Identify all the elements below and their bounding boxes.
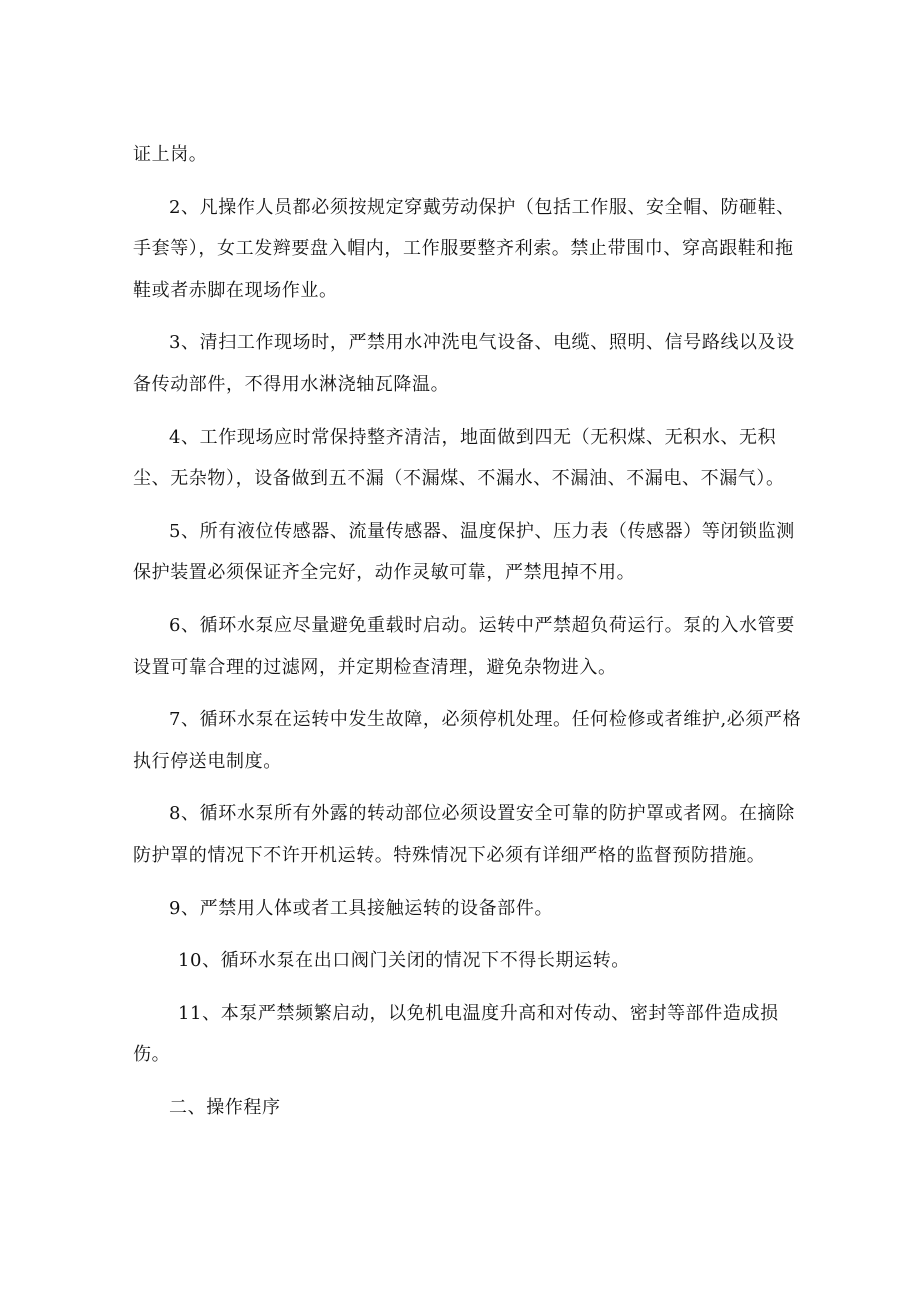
body-text <box>133 134 803 1139</box>
rule-11: 11、本泵严禁频繁启动，以免机电温度升高和对传动、密封等部件造成损伤。 <box>133 1002 779 1066</box>
rule-4: 4、工作现场应时常保持整齐清洁，地面做到四无（无积煤、无积水、无积尘、无杂物），设备做到五不漏（不漏煤、不漏水、不漏油、不漏电、不漏气）。 <box>133 426 785 490</box>
rule-3: 3、清扫工作现场时，严禁用水冲洗电气设备、电缆、照明、信号路线以及设备传动部件，不得用水淋浇轴瓦降温。 <box>133 332 795 395</box>
section-heading: 二、操作程序 <box>169 1096 281 1118</box>
rule-9: 9、严禁用人体或者工具接触运转的设备部件。 <box>169 897 554 919</box>
rule-7: 7、循环水泵在运转中发生故障，必须停机处理。任何检修或者维护,必须严格执行停送电制度。 <box>133 709 802 772</box>
continuation-line: 证上岗。 <box>133 144 208 165</box>
rule-6: 6、循环水泵应尽量避免重载时启动。运转中严禁超负荷运行。泵的入水管要设置可靠合理的过滤网，并定期检查清理，避免杂物进入。 <box>133 614 795 678</box>
rule-8: 8、循环水泵所有外露的转动部位必须设置安全可靠的防护罩或者网。在摘除防护罩的情况下不许开机运转。特殊情况下必须有详细严格的监督预防措施。 <box>133 803 795 866</box>
rule-2: 2、凡操作人员都必须按规定穿戴劳动保护（包括工作服、安全帽、防砸鞋、手套等），女工发辫要盘入帽内，工作服要整齐利索。禁止带围巾、穿高跟鞋和拖鞋或者赤脚在现场作业。 <box>133 196 795 301</box>
rule-5: 5、所有液位传感器、流量传感器、温度保护、压力表（传感器）等闭锁监测保护装置必须保证齐全完好，动作灵敏可靠，严禁甩掉不用。 <box>133 520 795 584</box>
rule-10: 10、循环水泵在出口阀门关闭的情况下不得长期运转。 <box>178 950 630 972</box>
